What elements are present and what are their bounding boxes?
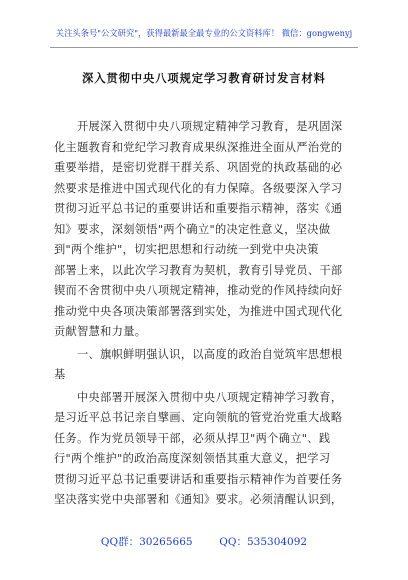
body-line: 贡献智慧和力量。 bbox=[54, 325, 147, 338]
header-divider bbox=[50, 47, 358, 48]
document-title: 深入贯彻中央八项规定学习教育研讨发言材料 bbox=[82, 71, 326, 85]
body-line: 锲而不舍贯彻中央八项规定精神，推动党的作风持续向好 bbox=[54, 284, 343, 297]
qq-number: QQ：535304092 bbox=[219, 536, 308, 548]
body-line: 贯彻习近平总书记重要讲话和重要指示精神作为首要任务 bbox=[54, 472, 343, 486]
body-line: 坚决落实党中央部署和《通知》要求。必须清醒认识到， bbox=[54, 493, 343, 506]
body-line: 开展深入贯彻中央八项规定精神学习教育，是巩固深 bbox=[77, 120, 343, 133]
body-line: 部署上来，以此次学习教育为契机，教育引导党员、干部 bbox=[54, 263, 343, 277]
body-line: 贯彻习近平总书记的重要讲话和重要指示精神，落实《通 bbox=[54, 202, 343, 215]
section-heading-line: 基 bbox=[54, 368, 66, 381]
body-line: 然要求是推进中国式现代化的有力保障。各级要深入学习 bbox=[54, 181, 343, 195]
body-line: 是习近平总书记亲自擘画、定向领航的管党治党重大战略 bbox=[54, 411, 343, 424]
body-line: 行"两个维护"的政治高度深刻领悟其重大意义，把学习 bbox=[54, 452, 331, 465]
body-line: 重要举措，是密切党群干群关系、巩固党的执政基础的必 bbox=[54, 161, 343, 174]
body-line: 到"两个维护"，切实把思想和行动统一到党中央决策 bbox=[54, 243, 319, 256]
footer-contact bbox=[0, 534, 408, 549]
body-line: 推动党中央各项决策部署落到实处，为推进中国式现代化 bbox=[54, 304, 343, 318]
header-note: 关注头条号"公文研究"，获得最新最全最专业的公文资料库！ 微信：gongwenyj bbox=[55, 28, 353, 38]
body-line: 知》要求，深刻领悟"两个确立"的决定性意义，坚决做 bbox=[54, 222, 331, 236]
qq-group-number: QQ群：30265665 bbox=[100, 536, 193, 548]
section-heading-line: 一、旗帜鲜明强认识，以高度的政治自觉筑牢思想根 bbox=[77, 347, 343, 361]
body-line: 任务。作为党员领导干部，必须从捍卫"两个确立"、践 bbox=[54, 431, 331, 445]
document-body bbox=[54, 117, 356, 511]
body-line: 化主题教育和党纪学习教育成果纵深推进全面从严治党的 bbox=[54, 140, 343, 154]
body-line: 中央部署开展深入贯彻中央八项规定精神学习教育， bbox=[77, 390, 343, 404]
